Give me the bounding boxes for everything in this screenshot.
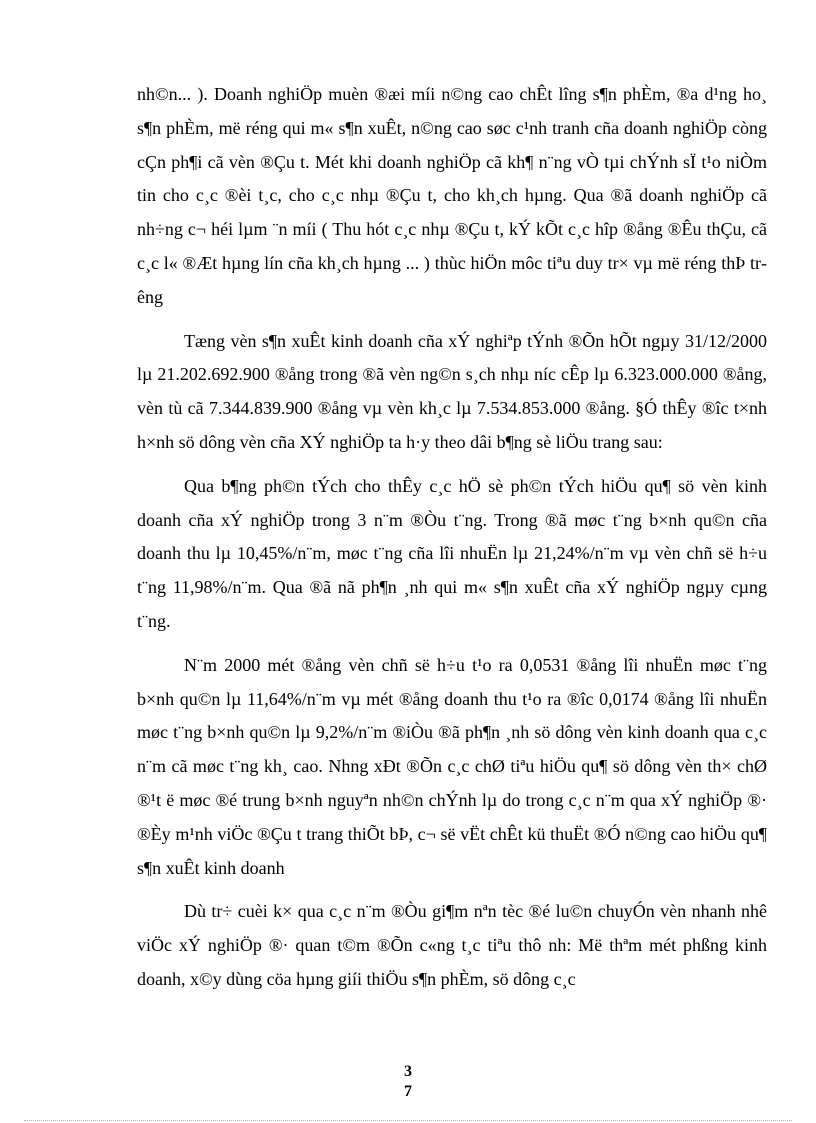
paragraph-5: Dù tr÷ cuèi k× qua c¸c n¨m ®Òu gi¶m nªn tèc ®é lu©n chuyÓn vèn nhanh nhê viÖc xÝ nghiÖp ®· quan t©m ®Õn c«ng t¸c tiªu thô nh: Më thªm mét phßng kinh doanh, x©y dùng cöa hµng giíi thiÖu s¶n phÈm, sö dông c¸c	[137, 901, 767, 989]
page-number-bottom: 7	[404, 1083, 412, 1100]
paragraph-2: Tæng vèn s¶n xuÊt kinh doanh cña xÝ nghiªp tÝnh ®Õn hÕt ngµy 31/12/2000 lµ 21.202.692.900 ®ång trong ®ã vèn ng©n s¸ch nhµ níc cÊp lµ 6.323.000.000 ®ång, vèn tù cã 7.344.839.900 ®ång vµ vèn kh¸c lµ 7.534.853.000 ®ång. §Ó thÊy ®îc t×nh h×nh sö dông vèn cña XÝ nghiÖp ta h·y theo dâi b¶ng sè liÖu trang sau:	[137, 330, 767, 452]
page-number	[0, 1062, 816, 1102]
body-text	[137, 78, 767, 1007]
paragraph-4: N¨m 2000 mét ®ång vèn chñ së h÷u t¹o ra 0,0531 ®ång lîi nhuËn møc t¨ng b×nh qu©n lµ 11,64%/n¨m vµ mét ®ång doanh thu t¹o ra ®îc 0,0174 ®ång lîi nhuËn møc t¨ng b×nh qu©n lµ 9,2%/n¨m ®iÒu ®ã ph¶n ¸nh sö dông vèn kinh doanh qua c¸c n¨m cã møc t¨ng kh¸ cao. Nhng xÐt ®Õn c¸c chØ tiªu hiÖu qu¶ sö dông vèn th× chØ ®¹t ë møc ®é trung b×nh nguyªn nh©n chÝnh lµ do trong c¸c n¨m qua xÝ nghiÖp ®· ®Èy m¹nh viÖc ®Çu t trang thiÕt bÞ, c¬ së vËt chÊt kü thuËt ®Ó n©ng cao hiÖu qu¶ s¶n xuÊt kinh doanh	[137, 654, 767, 878]
paragraph-1: nh©n... ). Doanh nghiÖp muèn ®æi míi n©ng cao chÊt lîng s¶n phÈm, ®a d¹ng ho¸ s¶n phÈm, më réng qui m« s¶n xuÊt, n©ng cao søc c¹nh tranh cña doanh nghiÖp còng cÇn ph¶i cã vèn ®Çu t. Mét khi doanh nghiÖp cã kh¶ n¨ng vÒ tµi chÝnh sÏ t¹o niÒm tin cho c¸c ®èi t¸c, cho c¸c nhµ ®Çu t, cho kh¸ch hµng. Qua ®ã doanh nghiÖp cã nh÷ng c¬ héi lµm ¨n míi ( Thu hót c¸c nhµ ®Çu t, kÝ kÕt c¸c hîp ®ång ®Êu thÇu, cã c¸c l« ®Æt hµng lín cña kh¸ch hµng ... ) thùc hiÖn môc tiªu duy tr× vµ më réng thÞ trêng	[137, 84, 767, 307]
paragraph-3: Qua b¶ng ph©n tÝch cho thÊy c¸c hÖ sè ph©n tÝch hiÖu qu¶ sö vèn kinh doanh cña xÝ nghiÖp trong 3 n¨m ®Òu t¨ng. Trong ®ã møc t¨ng b×nh qu©n cña doanh thu lµ 10,45%/n¨m, møc t¨ng cña lîi nhuËn lµ 21,24%/n¨m vµ vèn chñ së h÷u t¨ng 11,98%/n¨m. Qua ®ã nã ph¶n ¸nh qui m« s¶n xuÊt cña xÝ nghiÖp ngµy cµng t¨ng.	[137, 475, 767, 631]
bottom-divider	[24, 1120, 792, 1121]
page-number-top: 3	[404, 1063, 412, 1080]
